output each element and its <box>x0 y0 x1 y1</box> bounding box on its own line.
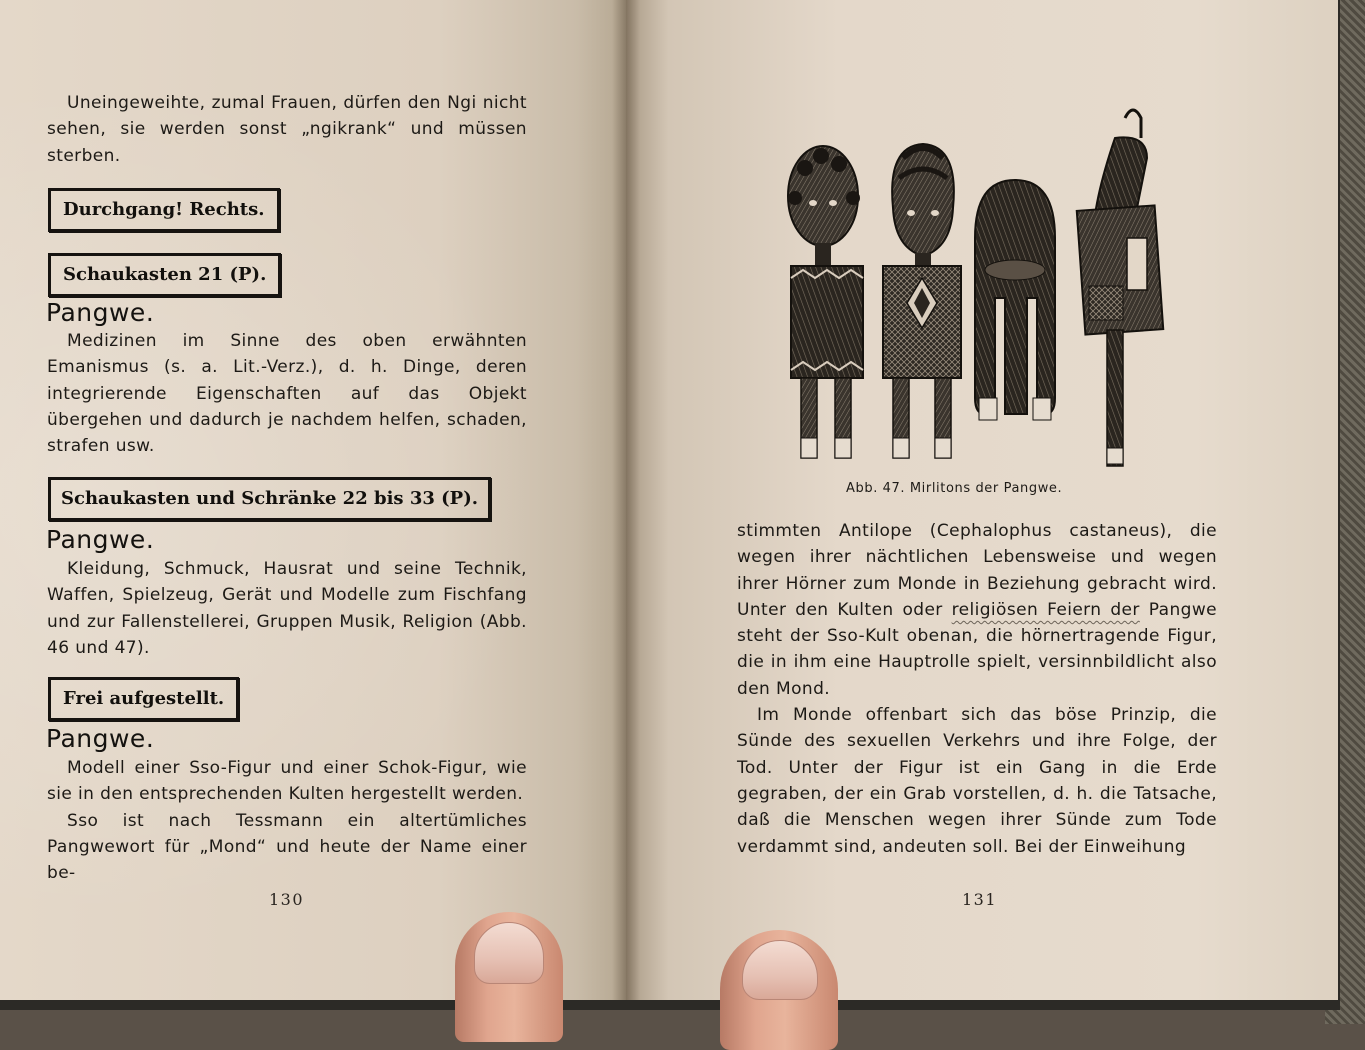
paragraph-kleidung: Kleidung, Schmuck, Hausrat und seine Technik, Waffen, Spielzeug, Gerät und Modelle zum Fischfang und zur Fallenstellerei, Gruppen Musik, Religion (Abb. 46 und 47). <box>47 559 527 658</box>
opening-text <box>47 90 527 169</box>
paragraph-medizinen: Medizinen im Sinne des oben erwähnten Emanismus (s. a. Lit.-Verz.), d. h. Dinge, deren integrierende Eigenschaften auf das Objekt übergehen und dadurch je nachdem helfen, schaden, strafen usw. <box>47 331 527 457</box>
left-thumbnail <box>474 922 544 984</box>
section-heading-pangwe-2: Pangwe. <box>46 525 155 554</box>
figure-3-spoon-mirliton <box>975 180 1055 420</box>
page-number-left: 130 <box>269 890 305 909</box>
section-3-text <box>47 755 527 886</box>
opening-paragraph: Uneingeweihte, zumal Frauen, dürfen den Ngi nicht sehen, sie werden sonst „ngikrank“ und müssen sterben. <box>47 93 527 166</box>
figure-2-carved-head <box>883 144 961 458</box>
figure-caption: Abb. 47. Mirlitons der Pangwe. <box>846 481 1063 496</box>
label-box-schaukasten-21: Schaukasten 21 (P). <box>48 253 281 297</box>
paragraph-modell: Modell einer Sso-Figur und einer Schok-Figur, wie sie in den entsprechenden Kulten hergestellt werden. <box>47 758 527 805</box>
paragraph-antilope <box>737 518 1217 702</box>
section-heading-pangwe-1: Pangwe. <box>46 298 155 327</box>
label-box-frei-aufgestellt: Frei aufgestellt. <box>48 677 239 721</box>
book-gutter <box>612 0 640 1000</box>
paragraph-antilope-end: Pangwe steht der Sso-Kult obenan, die hörnertragende Figur, die in ihm eine Hauptrolle spielt, versinnbildlicht also den Mond. <box>737 599 1217 699</box>
mirliton-figures-illustration <box>775 98 1175 468</box>
figure-1-carved-head <box>788 146 863 458</box>
section-1-text <box>47 328 527 459</box>
label-box-durchgang: Durchgang! Rechts. <box>48 188 280 232</box>
figure-4-horned-mirliton <box>1077 110 1163 466</box>
label-box-schaukasten-22-33: Schaukasten und Schränke 22 bis 33 (P). <box>48 477 491 521</box>
paragraph-monde: Im Monde offenbart sich das böse Prinzip, die Sünde des sexuellen Verkehrs und ihre Folge, der Tod. Unter der Figur ist ein Gang in die Erde gegraben, der ein Grab vorstellen, d. h. die Tatsache, daß die Menschen wegen ihrer Sünde zum Tode verdammt sind, andeuten soll. Bei der Einweihung <box>737 705 1217 857</box>
page-number-right: 131 <box>962 890 998 909</box>
section-2-text <box>47 556 527 661</box>
section-heading-pangwe-3: Pangwe. <box>46 724 155 753</box>
pencil-underlined-phrase: religiösen Feiern der <box>951 599 1140 620</box>
left-page <box>0 0 626 1000</box>
right-page-text <box>737 518 1217 860</box>
paragraph-antilope-start: stimmten Antilope (Cephalophus castaneus), die wegen ihrer nächtlichen Lebensweise und wegen ihrer Hörner zum Monde in Beziehung gebracht wird. Unter den Kulten oder <box>737 521 1217 620</box>
paragraph-sso: Sso ist nach Tessmann ein altertümliches Pangwewort für „Mond“ und heute der Name einer be- <box>47 810 527 884</box>
